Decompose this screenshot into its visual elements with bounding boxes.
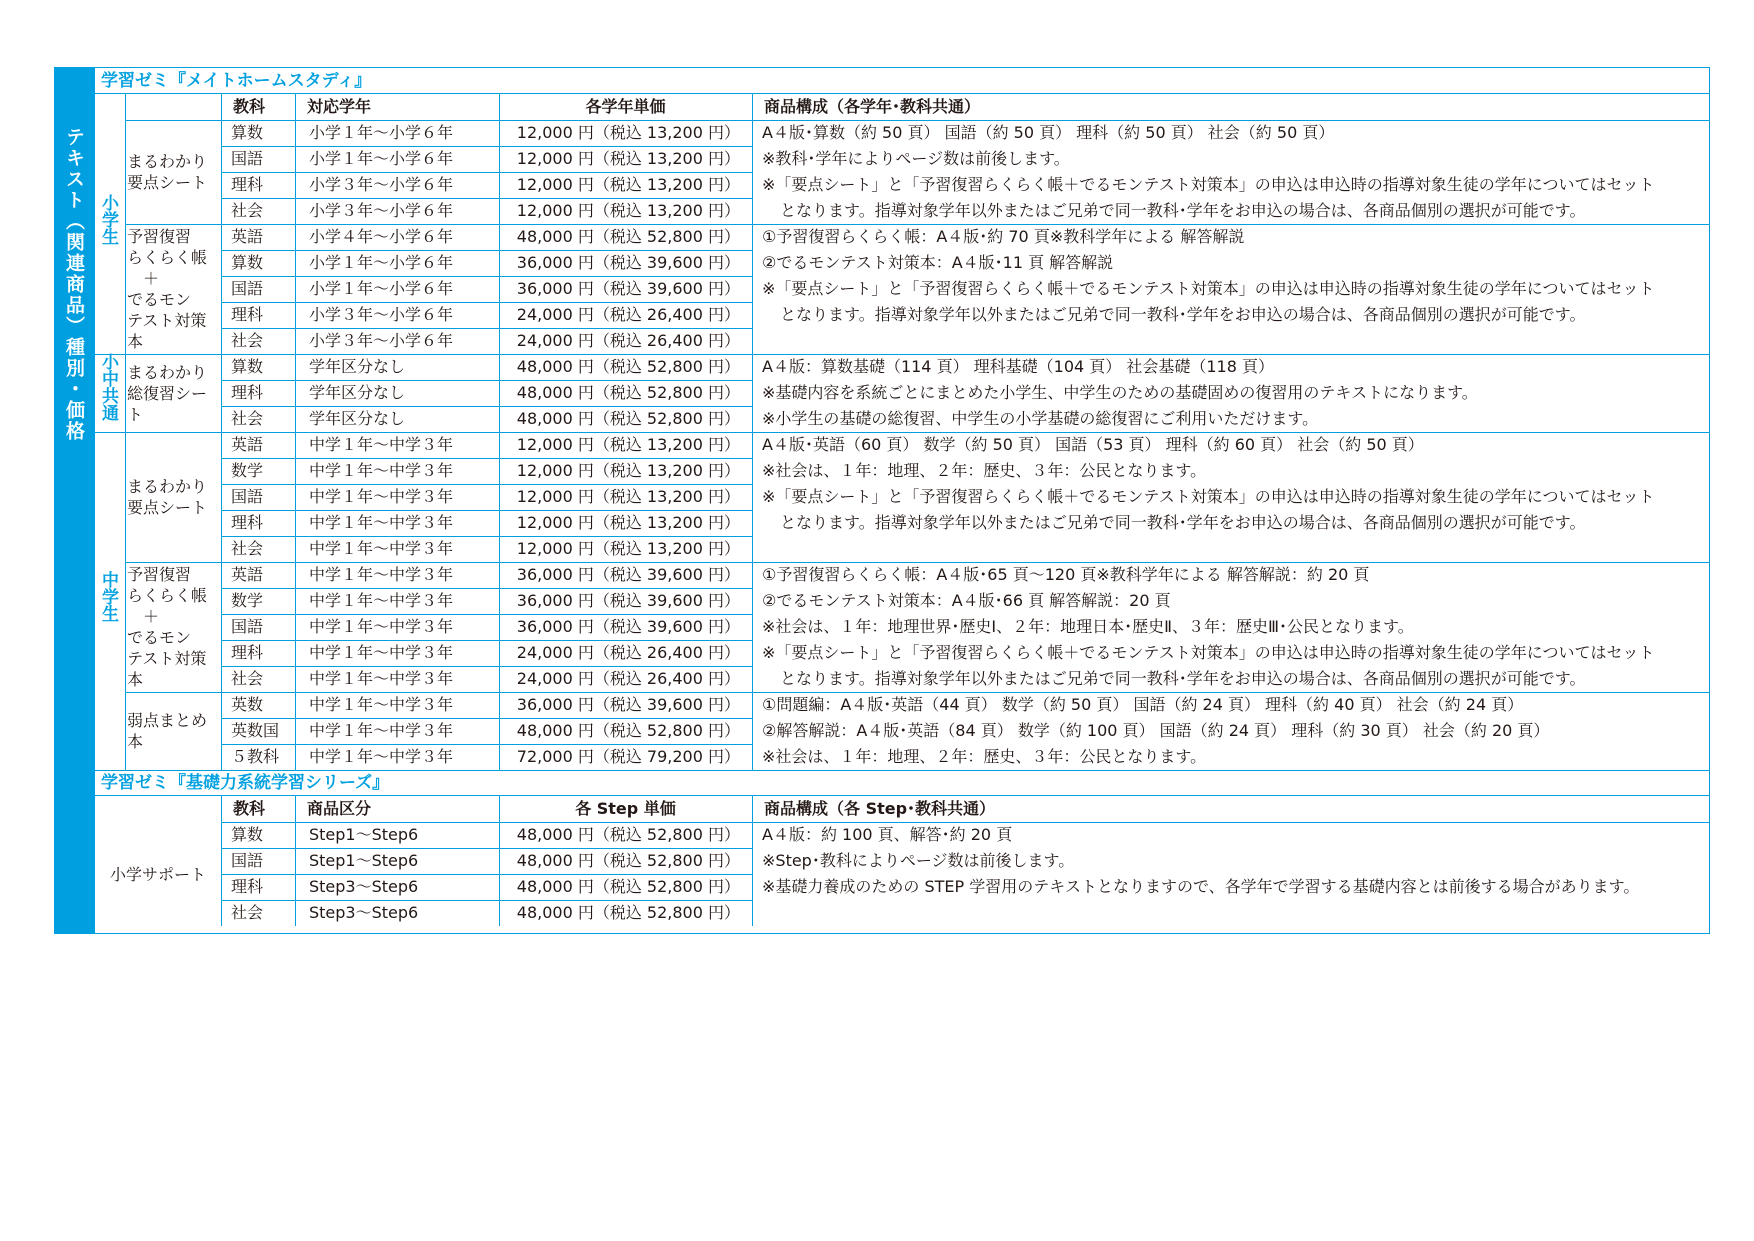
row-divider	[221, 250, 752, 251]
description-line: となります。指導対象学年以外またはご兄弟で同一教科･学年をお申込の場合は、各商品個別の選択が可能です。	[780, 513, 1586, 532]
sidebar-title: テキスト（関連商品）種別・価格	[63, 127, 85, 442]
description-line: となります。指導対象学年以外またはご兄弟で同一教科･学年をお申込の場合は、各商品個別の選択が可能です。	[780, 305, 1586, 324]
grade-range-cell: 中学１年〜中学３年	[309, 669, 454, 688]
product-group-name	[127, 224, 219, 354]
column-header: 商品区分	[307, 799, 372, 818]
price-cell: 12,000 円（税込 13,200 円）	[516, 175, 740, 194]
description-line: ※Step･教科によりページ数は前後します。	[762, 851, 1075, 870]
price-cell: 12,000 円（税込 13,200 円）	[516, 435, 740, 454]
grade-range-cell: 小学３年〜小学６年	[309, 305, 454, 324]
grade-range-cell: 小学３年〜小学６年	[309, 331, 454, 350]
subject-cell: 理科	[231, 513, 264, 532]
sidebar-band	[54, 67, 94, 934]
product-group-name	[127, 562, 219, 692]
grade-range-cell: 中学１年〜中学３年	[309, 591, 454, 610]
price-cell: 48,000 円（税込 52,800 円）	[516, 825, 740, 844]
description-line: A４版：算数基礎（114 頁） 理科基礎（104 頁） 社会基礎（118 頁）	[762, 357, 1274, 376]
description-line: ※社会は、１年：地理、２年：歴史、３年：公民となります。	[762, 747, 1207, 766]
grade-range-cell: Step3〜Step6	[309, 877, 419, 896]
grade-range-cell: 小学４年〜小学６年	[309, 227, 454, 246]
column-divider	[752, 796, 753, 926]
product-group-name	[127, 354, 219, 432]
column-header: 各 Step 単価	[575, 799, 676, 818]
product-group-name	[127, 432, 219, 562]
product-description	[752, 692, 1709, 770]
grade-range-cell: 中学１年〜中学３年	[309, 643, 454, 662]
row-divider	[221, 510, 752, 511]
price-cell: 48,000 円（税込 52,800 円）	[516, 409, 740, 428]
row-divider	[221, 640, 752, 641]
subject-cell: 社会	[231, 539, 264, 558]
price-table	[54, 67, 1710, 934]
price-cell: 48,000 円（税込 52,800 円）	[516, 383, 740, 402]
subject-cell: 理科	[231, 877, 264, 896]
product-group-name	[95, 822, 221, 926]
subject-cell: 算数	[231, 357, 264, 376]
row-divider	[221, 874, 752, 875]
grade-level-label: 小学生	[98, 194, 118, 245]
product-group-name	[127, 120, 219, 224]
column-divider	[221, 796, 222, 926]
row-divider	[221, 614, 752, 615]
subject-cell: 数学	[231, 461, 264, 480]
description-line: A４版･算数（約 50 頁） 国語（約 50 頁） 理科（約 50 頁） 社会（約 50 頁）	[762, 123, 1335, 142]
column-divider	[295, 796, 296, 926]
product-description	[752, 822, 1709, 926]
grade-range-cell: 中学１年〜中学３年	[309, 721, 454, 740]
grade-range-cell: 中学１年〜中学３年	[309, 539, 454, 558]
row-divider	[221, 458, 752, 459]
grade-range-cell: 小学３年〜小学６年	[309, 175, 454, 194]
price-cell: 48,000 円（税込 52,800 円）	[516, 877, 740, 896]
description-line: ※教科･学年によりページ数は前後します。	[762, 149, 1070, 168]
description-line: A４版：約 100 頁、解答･約 20 頁	[762, 825, 1013, 844]
price-cell: 48,000 円（税込 52,800 円）	[516, 903, 740, 922]
price-cell: 24,000 円（税込 26,400 円）	[516, 305, 740, 324]
column-header: 各学年単価	[585, 97, 666, 116]
price-cell: 36,000 円（税込 39,600 円）	[516, 591, 740, 610]
description-line: ①予習復習らくらく帳：A４版･65 頁〜120 頁※教科学年による 解答解説：約 20 頁	[762, 565, 1370, 584]
product-group-label: まるわかり 要点シート	[127, 152, 208, 192]
price-cell: 36,000 円（税込 39,600 円）	[516, 253, 740, 272]
row-divider	[221, 744, 752, 745]
price-cell: 12,000 円（税込 13,200 円）	[516, 123, 740, 142]
row-divider	[221, 406, 752, 407]
row-divider	[221, 380, 752, 381]
subject-cell: 英語	[231, 435, 264, 454]
product-group-label: 小学サポート	[109, 864, 206, 884]
price-cell: 24,000 円（税込 26,400 円）	[516, 669, 740, 688]
column-divider	[125, 94, 126, 770]
subject-cell: 国語	[231, 851, 264, 870]
row-divider	[221, 276, 752, 277]
row-divider	[221, 588, 752, 589]
subject-cell: 英語	[231, 227, 264, 246]
price-cell: 12,000 円（税込 13,200 円）	[516, 539, 740, 558]
price-cell: 48,000 円（税込 52,800 円）	[516, 357, 740, 376]
grade-range-cell: 中学１年〜中学３年	[309, 513, 454, 532]
row-divider	[221, 172, 752, 173]
grade-range-cell: 中学１年〜中学３年	[309, 487, 454, 506]
subject-cell: 社会	[231, 409, 264, 428]
subject-cell: 英語	[231, 565, 264, 584]
price-cell: 48,000 円（税込 52,800 円）	[516, 227, 740, 246]
column-header: 教科	[233, 97, 266, 116]
grade-level-label: 中学生	[98, 571, 118, 622]
row-divider	[221, 900, 752, 901]
description-line: ①予習復習らくらく帳：A４版･約 70 頁※教科学年による 解答解説	[762, 227, 1245, 246]
price-cell: 36,000 円（税込 39,600 円）	[516, 565, 740, 584]
row-divider	[221, 848, 752, 849]
grade-range-cell: 小学１年〜小学６年	[309, 149, 454, 168]
column-header: 対応学年	[307, 97, 372, 116]
product-description	[752, 562, 1709, 692]
subject-cell: 理科	[231, 175, 264, 194]
description-line: ※「要点シート」と「予習復習らくらく帳＋でるモンテスト対策本」の申込は申込時の指導対象生徒の学年についてはセット	[762, 279, 1655, 298]
price-cell: 72,000 円（税込 79,200 円）	[516, 747, 740, 766]
subject-cell: 理科	[231, 305, 264, 324]
description-line: ※小学生の基礎の総復習、中学生の小学基礎の総復習にご利用いただけます。	[762, 409, 1319, 428]
column-divider	[499, 796, 500, 926]
subject-cell: 理科	[231, 643, 264, 662]
price-cell: 12,000 円（税込 13,200 円）	[516, 201, 740, 220]
product-description	[752, 224, 1709, 354]
column-divider	[752, 94, 753, 770]
subject-cell: 国語	[231, 149, 264, 168]
product-group-label: まるわかり 総復習シート	[127, 362, 208, 424]
subject-cell: 社会	[231, 331, 264, 350]
grade-range-cell: 小学１年〜小学６年	[309, 253, 454, 272]
row-divider	[221, 146, 752, 147]
grade-range-cell: Step1〜Step6	[309, 825, 419, 844]
description-line: ※社会は、１年：地理世界･歴史Ⅰ、２年：地理日本･歴史Ⅱ、３年：歴史Ⅲ･公民となります。	[762, 617, 1414, 636]
subject-cell: 英数	[231, 695, 264, 714]
product-group-label: 予習復習 らくらく帳 ＋ でるモン テスト対策本	[127, 565, 208, 689]
grade-range-cell: Step3〜Step6	[309, 903, 419, 922]
column-divider	[221, 94, 222, 770]
price-cell: 12,000 円（税込 13,200 円）	[516, 513, 740, 532]
grade-range-cell: 中学１年〜中学３年	[309, 461, 454, 480]
description-line: ※「要点シート」と「予習復習らくらく帳＋でるモンテスト対策本」の申込は申込時の指導対象生徒の学年についてはセット	[762, 487, 1655, 506]
description-line: ②でるモンテスト対策本：A４版･11 頁 解答解説	[762, 253, 1114, 272]
grade-range-cell: 小学１年〜小学６年	[309, 279, 454, 298]
row-divider	[221, 302, 752, 303]
row-divider	[221, 666, 752, 667]
column-divider	[499, 94, 500, 770]
product-description	[752, 120, 1709, 224]
grade-range-cell: 学年区分なし	[309, 357, 406, 376]
subject-cell: 社会	[231, 669, 264, 688]
section-title: 学習ゼミ『基礎力系統学習シリーズ』	[95, 770, 1709, 796]
column-header: 商品構成（各 Step･教科共通）	[764, 799, 996, 818]
price-cell: 12,000 円（税込 13,200 円）	[516, 487, 740, 506]
row-divider	[221, 484, 752, 485]
description-line: ※社会は、１年：地理、２年：歴史、３年：公民となります。	[762, 461, 1207, 480]
product-group-name	[127, 692, 219, 770]
row-divider	[221, 198, 752, 199]
price-cell: 24,000 円（税込 26,400 円）	[516, 643, 740, 662]
grade-range-cell: 小学１年〜小学６年	[309, 123, 454, 142]
subject-cell: 英数国	[231, 721, 280, 740]
grade-range-cell: 学年区分なし	[309, 383, 406, 402]
subject-cell: 算数	[231, 123, 264, 142]
subject-cell: 国語	[231, 487, 264, 506]
subject-cell: 理科	[231, 383, 264, 402]
price-cell: 48,000 円（税込 52,800 円）	[516, 721, 740, 740]
price-cell: 24,000 円（税込 26,400 円）	[516, 331, 740, 350]
description-line: ※基礎力養成のための STEP 学習用のテキストとなりますので、各学年で学習する基礎内容とは前後する場合があります。	[762, 877, 1640, 896]
price-cell: 36,000 円（税込 39,600 円）	[516, 617, 740, 636]
subject-cell: 社会	[231, 903, 264, 922]
subject-cell: 数学	[231, 591, 264, 610]
grade-range-cell: 中学１年〜中学３年	[309, 565, 454, 584]
subject-cell: 算数	[231, 253, 264, 272]
price-cell: 36,000 円（税込 39,600 円）	[516, 695, 740, 714]
grade-level-label: 小中共通	[98, 353, 118, 421]
description-line: ※「要点シート」と「予習復習らくらく帳＋でるモンテスト対策本」の申込は申込時の指導対象生徒の学年についてはセット	[762, 175, 1655, 194]
price-cell: 36,000 円（税込 39,600 円）	[516, 279, 740, 298]
table-body	[94, 67, 1710, 934]
row-divider	[221, 536, 752, 537]
description-line: ※基礎内容を系統ごとにまとめた小学生、中学生のための基礎固めの復習用のテキストになります。	[762, 383, 1478, 402]
description-line: ※「要点シート」と「予習復習らくらく帳＋でるモンテスト対策本」の申込は申込時の指導対象生徒の学年についてはセット	[762, 643, 1655, 662]
product-group-label: まるわかり 要点シート	[127, 477, 208, 517]
grade-range-cell: 中学１年〜中学３年	[309, 695, 454, 714]
grade-range-cell: 小学３年〜小学６年	[309, 201, 454, 220]
product-group-label: 予習復習 らくらく帳 ＋ でるモン テスト対策本	[127, 227, 208, 351]
description-line: ①問題編：A４版･英語（44 頁） 数学（約 50 頁） 国語（約 24 頁） 理科（約 40 頁） 社会（約 24 頁）	[762, 695, 1524, 714]
grade-range-cell: 中学１年〜中学３年	[309, 435, 454, 454]
subject-cell: 社会	[231, 201, 264, 220]
product-group-label: 弱点まとめ本	[127, 711, 208, 751]
grade-range-cell: 中学１年〜中学３年	[309, 617, 454, 636]
grade-range-cell: 学年区分なし	[309, 409, 406, 428]
subject-cell: ５教科	[231, 747, 280, 766]
subject-cell: 算数	[231, 825, 264, 844]
description-line: となります。指導対象学年以外またはご兄弟で同一教科･学年をお申込の場合は、各商品個別の選択が可能です。	[780, 669, 1586, 688]
column-header: 商品構成（各学年･教科共通）	[764, 97, 981, 116]
column-header: 教科	[233, 799, 266, 818]
column-divider	[295, 94, 296, 770]
subject-cell: 国語	[231, 279, 264, 298]
subject-cell: 国語	[231, 617, 264, 636]
price-cell: 12,000 円（税込 13,200 円）	[516, 149, 740, 168]
description-line: となります。指導対象学年以外またはご兄弟で同一教科･学年をお申込の場合は、各商品個別の選択が可能です。	[780, 201, 1586, 220]
grade-range-cell: 中学１年〜中学３年	[309, 747, 454, 766]
description-line: ②でるモンテスト対策本：A４版･66 頁 解答解説：20 頁	[762, 591, 1171, 610]
row-divider	[221, 328, 752, 329]
description-line: ②解答解説：A４版･英語（84 頁） 数学（約 100 頁） 国語（約 24 頁） 理科（約 30 頁） 社会（約 20 頁）	[762, 721, 1550, 740]
price-cell: 12,000 円（税込 13,200 円）	[516, 461, 740, 480]
section-title: 学習ゼミ『メイトホームスタディ』	[95, 68, 1709, 94]
grade-range-cell: Step1〜Step6	[309, 851, 419, 870]
row-divider	[221, 718, 752, 719]
product-description	[752, 432, 1709, 562]
price-cell: 48,000 円（税込 52,800 円）	[516, 851, 740, 870]
description-line: A４版･英語（60 頁） 数学（約 50 頁） 国語（53 頁） 理科（約 60 頁） 社会（約 50 頁）	[762, 435, 1424, 454]
product-description	[752, 354, 1709, 432]
